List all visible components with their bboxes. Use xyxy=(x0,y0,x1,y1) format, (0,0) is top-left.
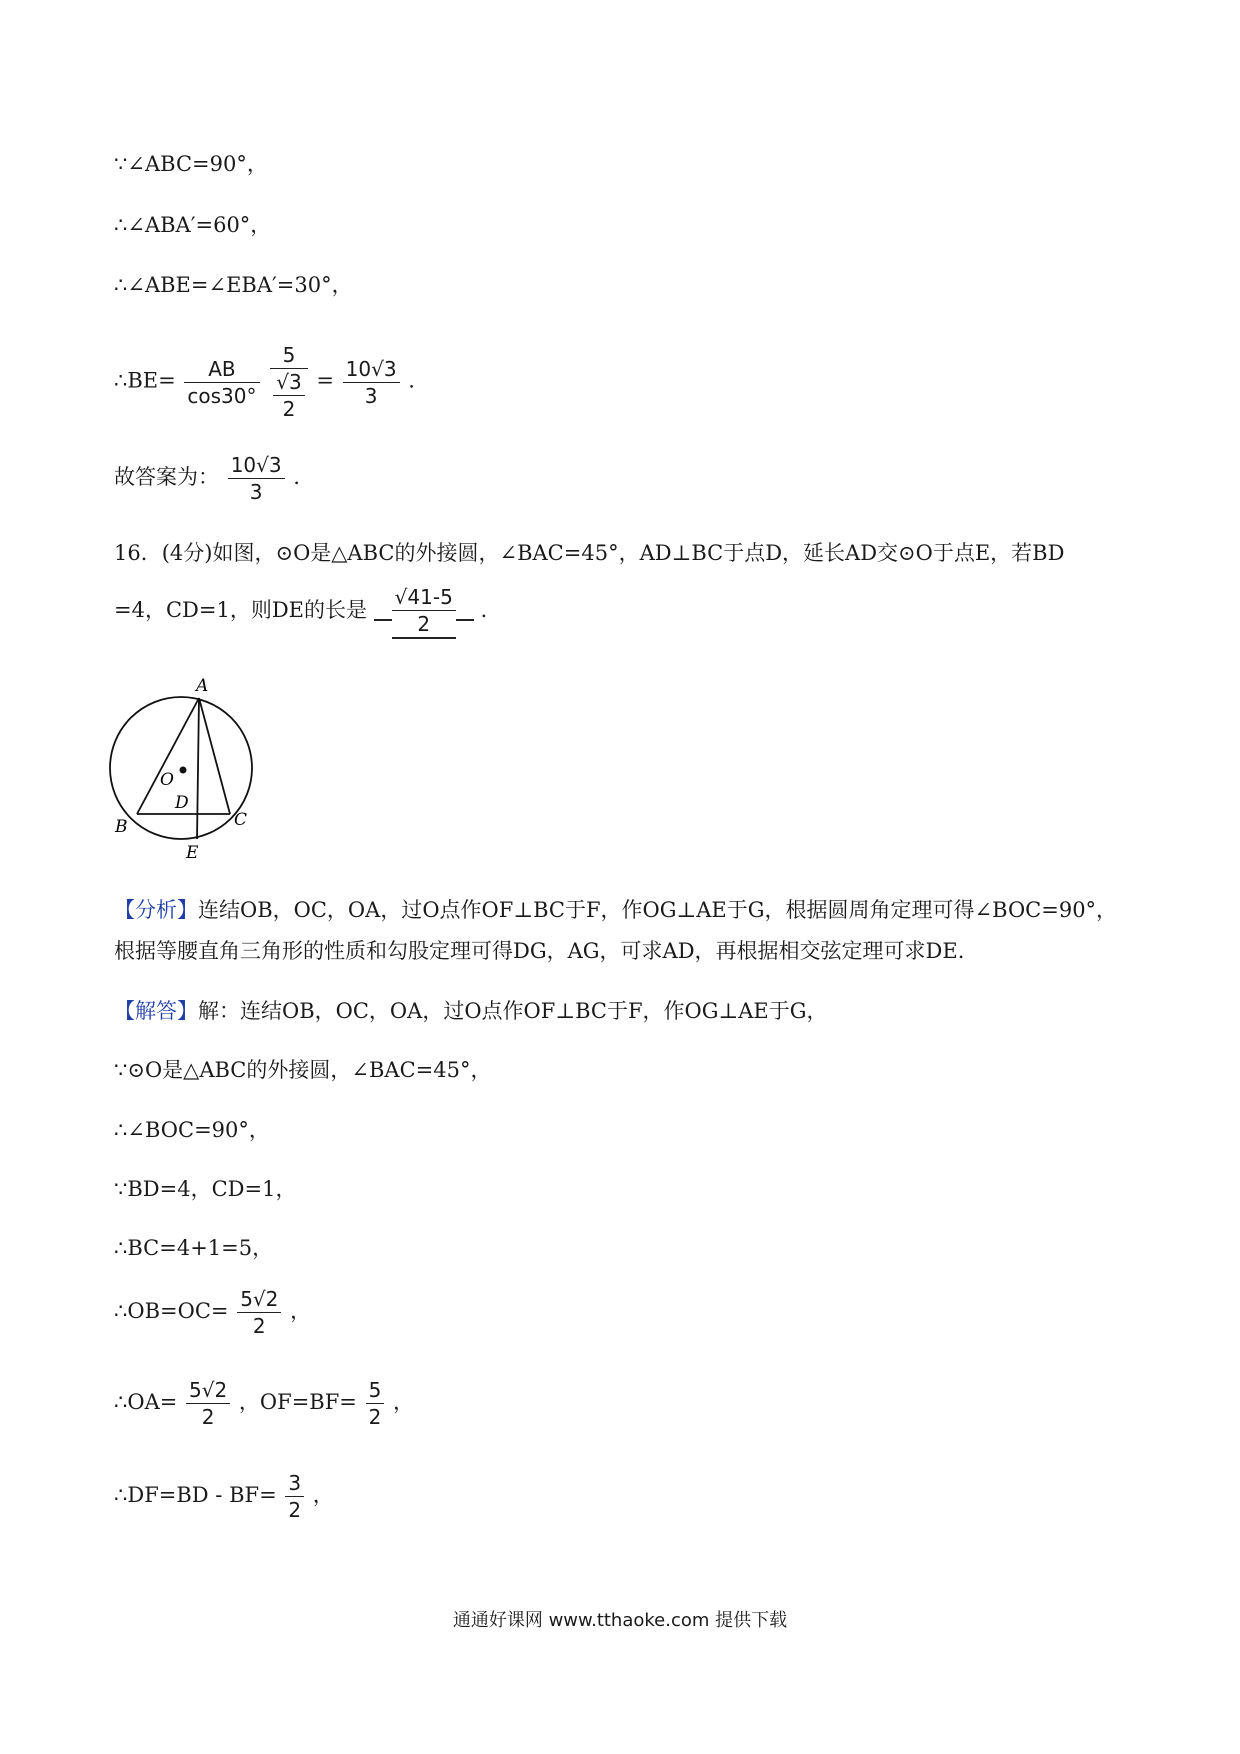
solution-step-8 xyxy=(114,1470,334,1523)
step-angle-aba: ∴∠ABA′=60°， xyxy=(114,213,272,237)
label-b: B xyxy=(115,817,128,837)
q16-answer-num: √41-5 xyxy=(392,584,456,611)
be-fraction-1 xyxy=(184,356,259,409)
be-prefix: ∴BE= xyxy=(114,368,176,393)
s7-den2: 2 xyxy=(368,1405,382,1429)
s7-fraction-1 xyxy=(186,1377,230,1430)
side-ab xyxy=(137,698,199,814)
blank-underline-right xyxy=(456,619,474,621)
center-point-o xyxy=(180,767,187,774)
be-end: . xyxy=(408,368,415,393)
circle-triangle-figure xyxy=(104,668,274,868)
answer-num: 10√3 xyxy=(228,452,285,479)
be-f1-den: cos30° xyxy=(187,383,257,408)
q16-prefix: =4，CD=1，则DE的长是 xyxy=(114,598,367,622)
step-be-formula xyxy=(114,342,415,422)
solution-step-2: ∵⊙O是△ABC的外接圆，∠BAC=45°， xyxy=(114,1058,492,1082)
s8-den: 2 xyxy=(288,1498,302,1522)
answer-fraction xyxy=(228,452,285,505)
solution-step-4: ∵BD=4，CD=1， xyxy=(114,1177,297,1201)
be-f3-den: 3 xyxy=(364,383,378,408)
s7-num2: 5 xyxy=(366,1377,385,1404)
be-f2-den xyxy=(270,369,307,422)
be-f1-num: AB xyxy=(184,356,259,383)
answer-prefix: 故答案为： xyxy=(114,465,219,489)
s7-num: 5√2 xyxy=(186,1377,230,1404)
s7-den: 2 xyxy=(201,1405,215,1429)
q16-end: . xyxy=(480,598,488,622)
answer-end: . xyxy=(293,465,300,489)
solution-step-6 xyxy=(114,1286,311,1339)
s7-fraction-2 xyxy=(366,1377,385,1430)
s8-num: 3 xyxy=(285,1470,304,1497)
be-fraction-3 xyxy=(343,356,400,409)
solution-step-7 xyxy=(114,1377,414,1430)
segment-ae xyxy=(197,698,199,839)
q16-line-1: 16．(4分)如图，⊙O是△ABC的外接圆，∠BAC=45°，AD⊥BC于点D，延长AD交⊙O于点E，若BD xyxy=(114,541,1065,565)
q16-answer-den: 2 xyxy=(417,612,431,636)
solution-tag: 【解答】 xyxy=(114,999,198,1023)
s8-prefix: ∴DF=BD - BF= xyxy=(114,1483,277,1507)
q16-answer-fraction xyxy=(392,584,456,639)
side-ac xyxy=(199,698,230,814)
analysis-tag: 【分析】 xyxy=(114,898,198,922)
label-a: A xyxy=(196,676,209,696)
s7-prefix: ∴OA= xyxy=(114,1390,178,1414)
s6-den: 2 xyxy=(252,1314,266,1338)
solution-step-5: ∴BC=4+1=5， xyxy=(114,1236,274,1260)
analysis-line-2: 根据等腰直角三角形的性质和勾股定理可得DG，AG，可求AD，再根据相交弦定理可求DE. xyxy=(114,939,965,963)
label-e: E xyxy=(186,843,199,863)
blank-underline-left xyxy=(374,619,392,621)
be-fraction-2 xyxy=(270,342,307,422)
s6-num: 5√2 xyxy=(237,1286,281,1313)
be-f2-num: 5 xyxy=(270,342,307,369)
be-f2-inner-fraction xyxy=(273,369,304,422)
be-f2-inner-num: √3 xyxy=(273,369,304,396)
analysis-text-1: 连结OB，OC，OA，过O点作OF⊥BC于F，作OG⊥AE于G，根据圆周角定理可得∠BOC=90°， xyxy=(198,898,1118,922)
q16-line-2 xyxy=(114,584,487,639)
s6-prefix: ∴OB=OC= xyxy=(114,1299,229,1323)
s6-fraction xyxy=(237,1286,281,1339)
step-answer xyxy=(114,452,300,505)
step-angle-abe: ∴∠ABE=∠EBA′=30°， xyxy=(114,273,353,297)
be-f3-num: 10√3 xyxy=(343,356,400,383)
label-o: O xyxy=(160,770,174,790)
s7-mid: ，OF=BF= xyxy=(238,1390,357,1414)
s6-end: ， xyxy=(290,1299,312,1323)
solution-line-1 xyxy=(114,997,828,1025)
s8-end: ， xyxy=(312,1483,334,1507)
s8-fraction xyxy=(285,1470,304,1523)
label-c: C xyxy=(234,810,248,830)
step-angle-abc: ∵∠ABC=90°， xyxy=(114,152,268,176)
solution-step-3: ∴∠BOC=90°， xyxy=(114,1118,270,1142)
analysis-line-1 xyxy=(114,896,1117,924)
be-equals: = xyxy=(316,368,334,393)
answer-den: 3 xyxy=(249,480,263,504)
s7-end: ， xyxy=(393,1390,415,1414)
be-f2-inner-den: 2 xyxy=(282,397,296,421)
solution-text-1: 解：连结OB，OC，OA，过O点作OF⊥BC于F，作OG⊥AE于G， xyxy=(198,999,828,1023)
label-d: D xyxy=(175,793,189,813)
page-footer: 通通好课网 www.tthaoke.com 提供下载 xyxy=(452,1610,788,1631)
